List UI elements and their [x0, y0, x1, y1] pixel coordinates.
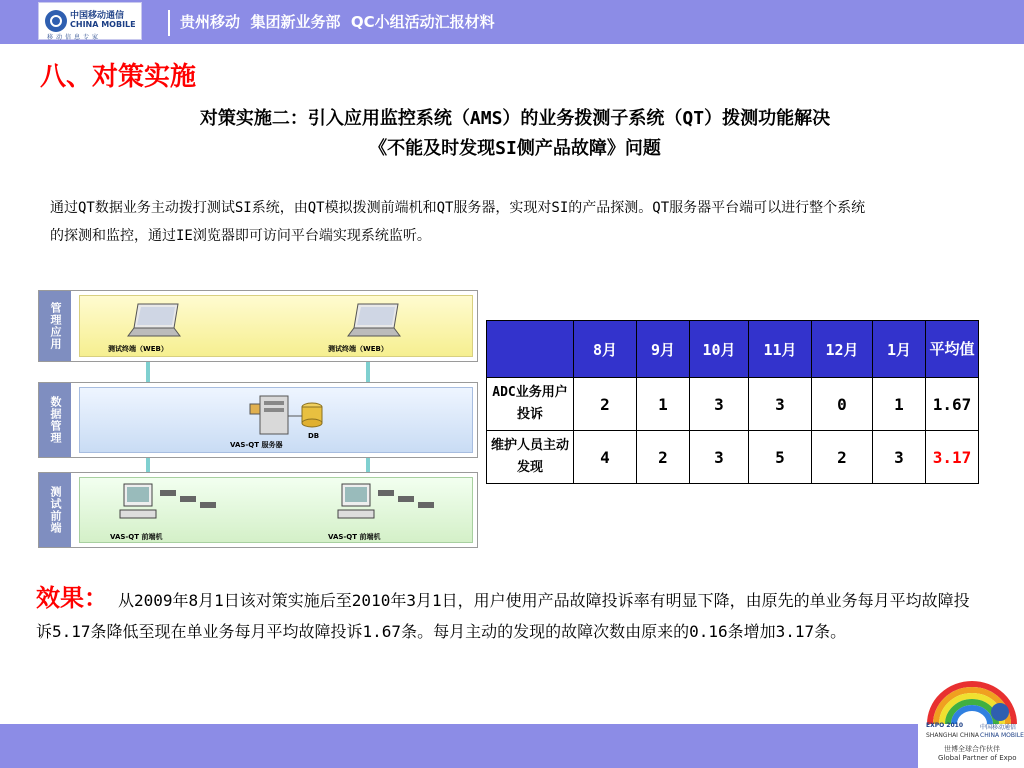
terminal-label: 测试终端（WEB） — [328, 345, 388, 353]
table-header-cell: 11月 — [749, 321, 812, 378]
laptop-icon — [348, 304, 400, 336]
table-cell: 1 — [637, 378, 690, 431]
table-header-cell: 10月 — [690, 321, 749, 378]
subtitle-line-1: 对策实施二：引入应用监控系统（AMS）的业务拨测子系统（QT）拨测功能解决 — [199, 108, 831, 129]
header-bar — [0, 0, 1024, 44]
partner-cn-text: 世博全球合作伙伴 — [944, 745, 1000, 753]
table-corner-cell — [487, 321, 574, 378]
effect-text: 从2009年8月1日该对策实施后至2010年3月1日，用户使用产品故障投诉率有明显下降，由原先的单业务每月平均故障投诉5.17条降低至现在单业务每月平均故障投诉1.67条。每月主动的发现的故障次数由原来的0.16条增加3.17条。 — [36, 591, 970, 641]
laptop-icon — [128, 304, 180, 336]
layer-area — [79, 387, 473, 453]
table-cell: 2 — [637, 431, 690, 484]
header-title: 贵州移动 集团新业务部 QC小组活动汇报材料 — [180, 13, 495, 31]
layer-label: 管理应用 — [39, 291, 71, 361]
cm-en-text: CHINA MOBILE — [980, 732, 1024, 739]
logo-en-text: CHINA MOBILE — [70, 20, 136, 29]
connector-line — [366, 362, 370, 382]
table-header-cell: 平均值 — [926, 321, 979, 378]
effect-lead: 效果： — [36, 583, 108, 612]
terminal-label: 测试终端（WEB） — [108, 345, 168, 353]
connector-line — [366, 458, 370, 472]
section-title: 八、对策实施 — [40, 62, 197, 92]
table-header-cell: 12月 — [812, 321, 873, 378]
logo-cn-text: 中国移动通信 — [70, 11, 125, 21]
table-header-row — [487, 321, 979, 378]
cm-cn-text: 中国移动通信 — [980, 724, 1017, 731]
layer-test-frontend — [38, 472, 478, 548]
frontend-label: VAS-QT 前端机 — [328, 533, 381, 541]
fault-statistics-table — [486, 320, 979, 484]
header-divider — [168, 10, 170, 36]
table-cell: 5 — [749, 431, 812, 484]
partner-en-text: Global Partner of Expo — [938, 754, 1017, 762]
architecture-diagram — [38, 290, 478, 548]
slide-subtitle — [20, 104, 1010, 164]
row-header: ADC业务用户投诉 — [487, 378, 574, 431]
table-cell: 3 — [690, 431, 749, 484]
logo-sub-text: 移动信息专家 — [47, 34, 102, 41]
table-header-cell: 1月 — [873, 321, 926, 378]
table-average-cell: 1.67 — [926, 378, 979, 431]
layer-label: 数据管理 — [39, 383, 71, 457]
table-cell: 2 — [812, 431, 873, 484]
connector-line — [146, 458, 150, 472]
table-cell: 3 — [749, 378, 812, 431]
table-header-cell: 9月 — [637, 321, 690, 378]
table-cell: 3 — [690, 378, 749, 431]
database-icon — [302, 403, 322, 427]
expo-city-text: SHANGHAI CHINA — [926, 732, 979, 739]
expo-partner-logo — [918, 666, 1024, 768]
table-cell: 4 — [574, 431, 637, 484]
footer-bar — [0, 724, 1024, 768]
intro-paragraph: 通过QT数据业务主动拨打测试SI系统，由QT模拟拨测前端机和QT服务器，实现对SI的产品探测。QT服务器平台端可以进行整个系统的探测和监控，通过IE浏览器即可访问平台端实现系统监听。 — [50, 200, 866, 244]
expo-text: EXPO 2010 — [926, 722, 964, 729]
connector-line — [146, 362, 150, 382]
layer-area — [79, 477, 473, 543]
table-cell: 3 — [873, 431, 926, 484]
server-icon — [250, 396, 288, 434]
frontend-label: VAS-QT 前端机 — [110, 533, 163, 541]
layer-management-app — [38, 290, 478, 362]
table-header-cell: 8月 — [574, 321, 637, 378]
table-row — [487, 378, 979, 431]
layer-label: 测试前端 — [39, 473, 71, 547]
row-header: 维护人员主动发现 — [487, 431, 574, 484]
table-average-cell: 3.17 — [926, 431, 979, 484]
db-label: DB — [308, 432, 320, 440]
china-mobile-mark-icon — [45, 10, 67, 32]
desktop-computer-icon — [338, 484, 434, 518]
subtitle-line-2: 《不能及时发现SI侧产品故障》问题 — [369, 138, 661, 159]
desktop-computer-icon — [120, 484, 216, 518]
table-cell: 1 — [873, 378, 926, 431]
expo-rainbow-icon — [918, 666, 1024, 726]
effect-paragraph — [36, 582, 976, 647]
layer-data-management — [38, 382, 478, 458]
table-cell: 2 — [574, 378, 637, 431]
server-label: VAS-QT 服务器 — [230, 441, 283, 449]
layer-area — [79, 295, 473, 357]
china-mobile-logo — [38, 2, 142, 40]
table-cell: 0 — [812, 378, 873, 431]
table-row — [487, 431, 979, 484]
